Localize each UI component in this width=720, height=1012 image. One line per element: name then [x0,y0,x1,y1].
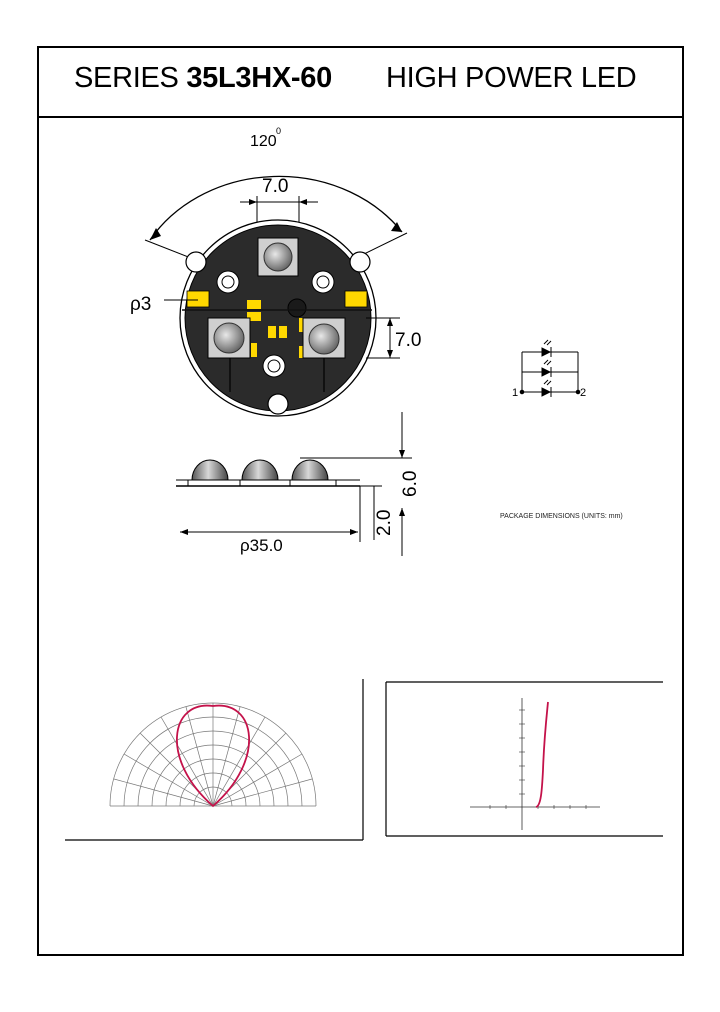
hole-diameter-label: ρ3 [130,294,152,315]
product-type: HIGH POWER LED [386,62,637,94]
iv-curve-chart [386,682,663,836]
pitch-top-label: 7.0 [262,176,289,197]
circuit-schematic [520,340,580,397]
package-dimensions-note: PACKAGE DIMENSIONS (UNITS: mm) [500,513,623,520]
pin-1-label: 1 [512,387,519,399]
radiation-pattern-chart [65,679,363,840]
mount-notch [186,252,206,272]
pitch-side-label: 7.0 [395,330,422,351]
series-prefix: SERIES [74,62,179,94]
mount-notch [350,252,370,272]
board-diameter-label: ρ35.0 [240,536,283,555]
beam-angle-degree: 0 [276,126,282,136]
series-model: 35L3HX-60 [186,62,332,94]
led-board-top-view [180,220,376,416]
mount-notch [268,394,288,414]
beam-angle-label: 120 [250,133,277,150]
pin-2-label: 2 [580,387,587,399]
height-label: 6.0 [400,470,421,497]
base-thickness-label: 2.0 [374,509,395,536]
